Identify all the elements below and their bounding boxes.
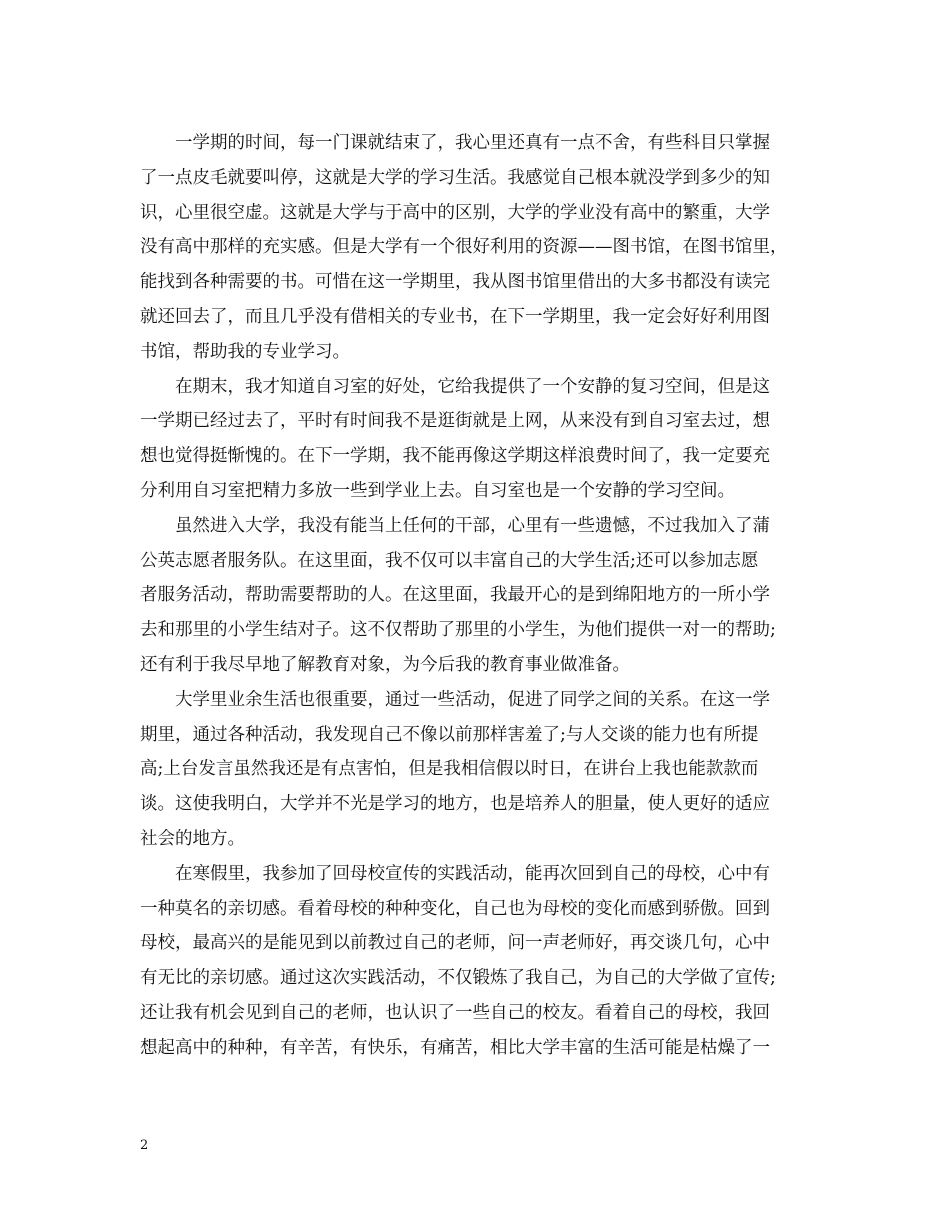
- text-line: 谈。这使我明白，大学并不光是学习的地方，也是培养人的胆量，使人更好的适应: [140, 794, 770, 815]
- text-line: 就还回去了，而且几乎没有借相关的专业书，在下一学期里，我一定会好好利用图: [140, 306, 770, 327]
- page-number: 2: [140, 1138, 149, 1153]
- text-line: 一学期的时间，每一门课就结束了，我心里还真有一点不舍，有些科目只掌握: [175, 133, 770, 153]
- text-line: 在期末，我才知道自习室的好处，它给我提供了一个安静的复习空间，但是这: [175, 376, 770, 397]
- text-line: 社会的地方。: [140, 828, 245, 849]
- text-line: 虽然进入大学，我没有能当上任何的干部，心里有一些遗憾，不过我加入了蒲: [175, 515, 770, 536]
- document-body: [140, 126, 820, 1066]
- text-line: 高;上台发言虽然我还是有点害怕，但是我相信假以时日，在讲台上我也能款款而: [140, 759, 759, 780]
- text-line: 了一点皮毛就要叫停，这就是大学的学习生活。我感觉自己根本就没学到多少的知: [140, 167, 770, 188]
- text-line: 没有高中那样的充实感。但是大学有一个很好利用的资源——图书馆，在图书馆里，: [140, 237, 788, 258]
- text-line: 还有利于我尽早地了解教育对象，为今后我的教育事业做准备。: [140, 654, 630, 675]
- paragraph-2: [140, 370, 820, 509]
- text-line: 去和那里的小学生结对子。这不仅帮助了那里的小学生，为他们提供一对一的帮助;: [140, 620, 776, 641]
- text-line: 识，心里很空虚。这就是大学与于高中的区别，大学的学业没有高中的繁重，大学: [140, 202, 770, 223]
- text-line: 想也觉得挺惭愧的。在下一学期，我不能再像这学期这样浪费时间了，我一定要充: [140, 446, 770, 467]
- text-line: 书馆，帮助我的专业学习。: [140, 341, 350, 362]
- paragraph-1: [140, 126, 820, 370]
- text-line: 在寒假里，我参加了回母校宣传的实践活动，能再次回到自己的母校，心中有: [175, 863, 770, 884]
- paragraph-4: [140, 683, 820, 857]
- text-line: 能找到各种需要的书。可惜在这一学期里，我从图书馆里借出的大多书都没有读完: [140, 272, 770, 293]
- text-line: 母校，最高兴的是能见到以前教过自己的老师，问一声老师好，再交谈几句，心中: [140, 933, 770, 954]
- paragraph-5: [140, 857, 820, 1066]
- text-line: 有无比的亲切感。通过这次实践活动，不仅锻炼了我自己，为自己的大学做了宣传;: [140, 968, 776, 989]
- text-line: 大学里业余生活也很重要，通过一些活动，促进了同学之间的关系。在这一学: [175, 689, 770, 710]
- text-line: 公英志愿者服务队。在这里面，我不仅可以丰富自己的大学生活;还可以参加志愿: [140, 550, 759, 571]
- text-line: 一种莫名的亲切感。看着母校的种种变化，自己也为母校的变化而感到骄傲。回到: [140, 898, 770, 919]
- text-line: 一学期已经过去了，平时有时间我不是逛街就是上网，从来没有到自习室去过，想: [140, 411, 770, 432]
- text-line: 期里，通过各种活动，我发现自己不像以前那样害羞了;与人交谈的能力也有所提: [140, 724, 759, 745]
- text-line: 还让我有机会见到自己的老师，也认识了一些自己的校友。看着自己的母校，我回: [140, 1002, 770, 1023]
- text-line: 想起高中的种种，有辛苦，有快乐，有痛苦，相比大学丰富的生活可能是枯燥了一: [140, 1037, 770, 1058]
- paragraph-3: [140, 509, 820, 683]
- text-line: 者服务活动，帮助需要帮助的人。在这里面，我最开心的是到绵阳地方的一所小学: [140, 585, 770, 606]
- text-line: 分利用自习室把精力多放一些到学业上去。自习室也是一个安静的学习空间。: [140, 480, 735, 501]
